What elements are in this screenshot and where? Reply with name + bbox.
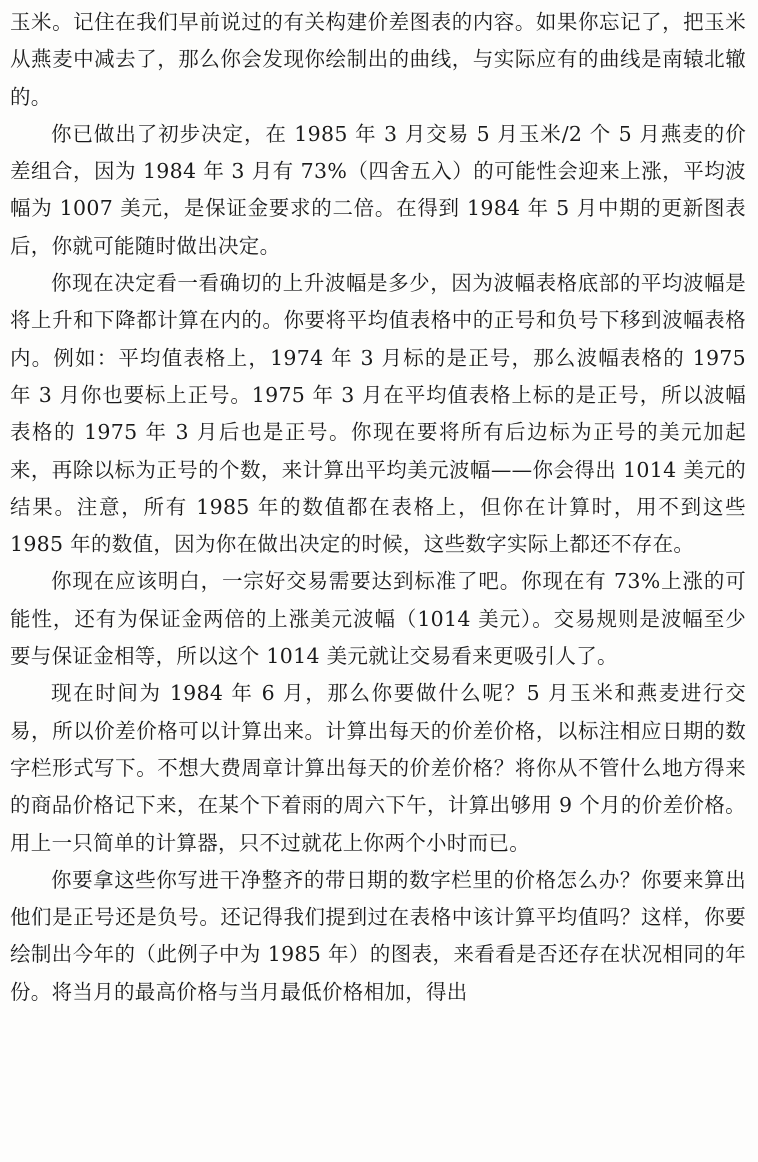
paragraph-4: 你现在应该明白，一宗好交易需要达到标准了吧。你现在有 73%上涨的可能性，还有为保证金两倍的上涨美元波幅（1014 美元）。交易规则是波幅至少要与保证金相等，所以这个 1014 美元就让交易看来更吸引人了。	[10, 569, 746, 669]
paragraph-1: 玉米。记住在我们早前说过的有关构建价差图表的内容。如果你忘记了，把玉米从燕麦中减去了，那么你会发现你绘制出的曲线，与实际应有的曲线是南辕北辙的。	[10, 10, 746, 109]
paragraph-5: 现在时间为 1984 年 6 月，那么你要做什么呢？5 月玉米和燕麦进行交易，所以价差价格可以计算出来。计算出每天的价差价格，以标注相应日期的数字栏形式写下。不想大费周章计算出每天的价差价格？将你从不管什么地方得来的商品价格记下来，在某个下着雨的周六下午，计算出够用 9 个月的价差价格。用上一只简单的计算器，只不过就花上你两个小时而已。	[10, 681, 746, 855]
paragraph-3: 你现在决定看一看确切的上升波幅是多少，因为波幅表格底部的平均波幅是将上升和下降都计算在内的。你要将平均值表格中的正号和负号下移到波幅表格内。例如：平均值表格上，1974 年 3 月标的是正号，那么波幅表格的 1975 年 3 月你也要标上正号。1975 年 3 月在平均值表格上标的是正号，所以波幅表格的 1975 年 3 月后也是正号。你现在要将所有后边标为正号的美元加起来，再除以标为正号的个数，来计算出平均美元波幅——你会得出 1014 美元的结果。注意，所有 1985 年的数值都在表格上，但你在计算时，用不到这些 1985 年的数值，因为你在做出决定的时候，这些数字实际上都还不存在。	[10, 271, 746, 557]
paragraph-2: 你已做出了初步决定，在 1985 年 3 月交易 5 月玉米/2 个 5 月燕麦的价差组合，因为 1984 年 3 月有 73%（四舍五入）的可能性会迎来上涨，平均波幅为 1007 美元，是保证金要求的二倍。在得到 1984 年 5 月中期的更新图表后，你就可能随时做出决定。	[10, 121, 746, 258]
paragraph-6: 你要拿这些你写进干净整齐的带日期的数字栏里的价格怎么办？你要来算出他们是正号还是负号。还记得我们提到过在表格中该计算平均值吗？这样，你要绘制出今年的（此例子中为 1985 年）的图表，来看看是否还存在状况相同的年份。将当月的最高价格与当月最低价格相加，得出	[10, 867, 746, 1004]
